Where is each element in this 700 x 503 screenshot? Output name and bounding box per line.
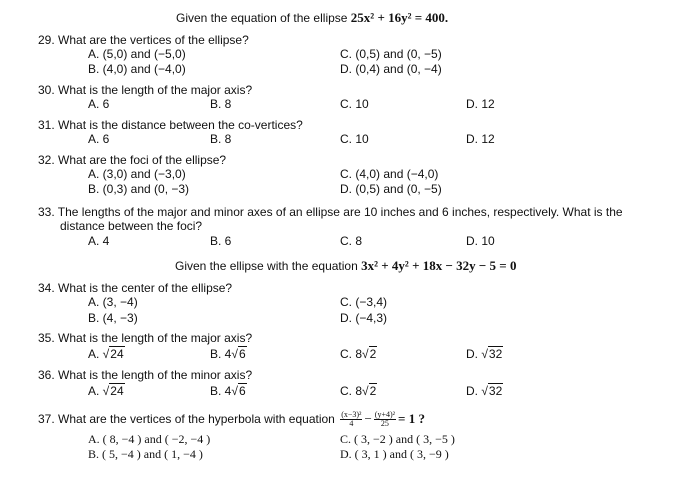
question-32: 32. What are the foci of the ellipse? bbox=[38, 153, 227, 167]
radicand: 24 bbox=[110, 384, 124, 398]
q32-option-b[interactable]: B. (0,3) and (0, −3) bbox=[88, 182, 190, 196]
q31-option-a[interactable]: A. 6 bbox=[88, 132, 110, 146]
question-37 bbox=[38, 409, 425, 429]
q35-option-b[interactable]: B. 4√6 bbox=[210, 347, 246, 361]
radicand: 32 bbox=[488, 347, 503, 361]
q34-option-a[interactable]: A. (3, −4) bbox=[88, 295, 138, 309]
q30-option-c[interactable]: C. 10 bbox=[340, 97, 369, 111]
q34-option-c[interactable]: C. (−3,4) bbox=[340, 295, 388, 309]
q33-option-b[interactable]: B. 6 bbox=[210, 234, 232, 248]
q37-option-b[interactable]: B. ( 5, −4 ) and ( 1, −4 ) bbox=[88, 447, 203, 461]
question-37-text: 37. What are the vertices of the hyperbola with equation bbox=[38, 412, 335, 426]
option-label: C. 8 bbox=[340, 384, 363, 398]
q36-option-c[interactable]: C. 8√2 bbox=[340, 384, 377, 398]
q31-option-c[interactable]: C. 10 bbox=[340, 132, 369, 146]
radicand: 2 bbox=[369, 384, 377, 398]
q31-option-b[interactable]: B. 8 bbox=[210, 132, 232, 146]
q30-option-d[interactable]: D. 12 bbox=[466, 97, 495, 111]
hyperbola-fraction-y bbox=[374, 411, 396, 428]
option-label: B. 4 bbox=[210, 384, 232, 398]
question-36: 36. What is the length of the minor axis? bbox=[38, 368, 253, 382]
given-text: Given the equation of the ellipse bbox=[176, 11, 351, 25]
q35-option-d[interactable]: D. √32 bbox=[466, 347, 503, 361]
ellipse-given-2 bbox=[175, 259, 516, 273]
ellipse-equation-2: 3x² + 4y² + 18x − 32y − 5 = 0 bbox=[361, 258, 517, 273]
option-label: C. 8 bbox=[340, 347, 363, 361]
fraction-denominator: 25 bbox=[380, 419, 389, 429]
option-label: A. bbox=[88, 347, 100, 361]
fraction-numerator: (y+4)² bbox=[374, 410, 396, 420]
ellipse-equation-1: 25x² + 16y² = 400. bbox=[350, 10, 449, 25]
q37-option-a[interactable]: A. ( 8, −4 ) and ( −2, −4 ) bbox=[88, 432, 211, 446]
question-29: 29. What are the vertices of the ellipse? bbox=[38, 33, 249, 47]
given-text-2: Given the ellipse with the equation bbox=[175, 259, 362, 273]
q34-option-d[interactable]: D. (−4,3) bbox=[340, 311, 388, 325]
q34-option-b[interactable]: B. (4, −3) bbox=[88, 311, 138, 325]
q33-option-a[interactable]: A. 4 bbox=[88, 234, 110, 248]
radicand: 32 bbox=[488, 384, 503, 398]
q36-option-d[interactable]: D. √32 bbox=[466, 384, 503, 398]
question-35: 35. What is the length of the major axis? bbox=[38, 331, 253, 345]
option-label: D. bbox=[466, 384, 478, 398]
q30-option-b[interactable]: B. 8 bbox=[210, 97, 232, 111]
q37-option-d[interactable]: D. ( 3, 1 ) and ( 3, −9 ) bbox=[340, 447, 449, 461]
radicand: 24 bbox=[110, 347, 124, 361]
fraction-numerator: (x−3)² bbox=[341, 410, 362, 420]
q33-option-d[interactable]: D. 10 bbox=[466, 234, 495, 248]
q35-option-c[interactable]: C. 8√2 bbox=[340, 347, 377, 361]
q29-option-a[interactable]: A. (5,0) and (−5,0) bbox=[88, 47, 186, 61]
question-30: 30. What is the length of the major axis? bbox=[38, 83, 253, 97]
option-label: A. bbox=[88, 384, 100, 398]
ellipse-given-1 bbox=[176, 11, 448, 25]
q29-option-d[interactable]: D. (0,4) and (0, −4) bbox=[340, 62, 442, 76]
radicand: 6 bbox=[238, 347, 246, 361]
radicand: 6 bbox=[238, 384, 246, 398]
fraction-denominator: 4 bbox=[349, 419, 354, 429]
q32-option-a[interactable]: A. (3,0) and (−3,0) bbox=[88, 167, 186, 181]
option-label: B. 4 bbox=[210, 347, 232, 361]
q29-option-b[interactable]: B. (4,0) and (−4,0) bbox=[88, 62, 186, 76]
q31-option-d[interactable]: D. 12 bbox=[466, 132, 495, 146]
q35-option-a[interactable]: A. √24 bbox=[88, 347, 124, 361]
hyperbola-fraction-x bbox=[340, 411, 362, 428]
q36-option-a[interactable]: A. √24 bbox=[88, 384, 124, 398]
question-34: 34. What is the center of the ellipse? bbox=[38, 281, 233, 295]
q36-option-b[interactable]: B. 4√6 bbox=[210, 384, 246, 398]
question-33: 33. The lengths of the major and minor axes of an ellipse are 10 inches and 6 inches, respectively. What is the bbox=[38, 205, 623, 219]
q37-option-c[interactable]: C. ( 3, −2 ) and ( 3, −5 ) bbox=[340, 432, 455, 446]
q30-option-a[interactable]: A. 6 bbox=[88, 97, 110, 111]
q32-option-c[interactable]: C. (4,0) and (−4,0) bbox=[340, 167, 439, 181]
q32-option-d[interactable]: D. (0,5) and (0, −5) bbox=[340, 182, 442, 196]
equals-one: = 1 ? bbox=[398, 411, 425, 426]
question-33-cont: distance between the foci? bbox=[60, 219, 203, 233]
radicand: 2 bbox=[369, 347, 377, 361]
question-31: 31. What is the distance between the co-vertices? bbox=[38, 118, 303, 132]
minus-sign: − bbox=[364, 411, 372, 426]
option-label: D. bbox=[466, 347, 478, 361]
q33-option-c[interactable]: C. 8 bbox=[340, 234, 363, 248]
q29-option-c[interactable]: C. (0,5) and (0, −5) bbox=[340, 47, 442, 61]
